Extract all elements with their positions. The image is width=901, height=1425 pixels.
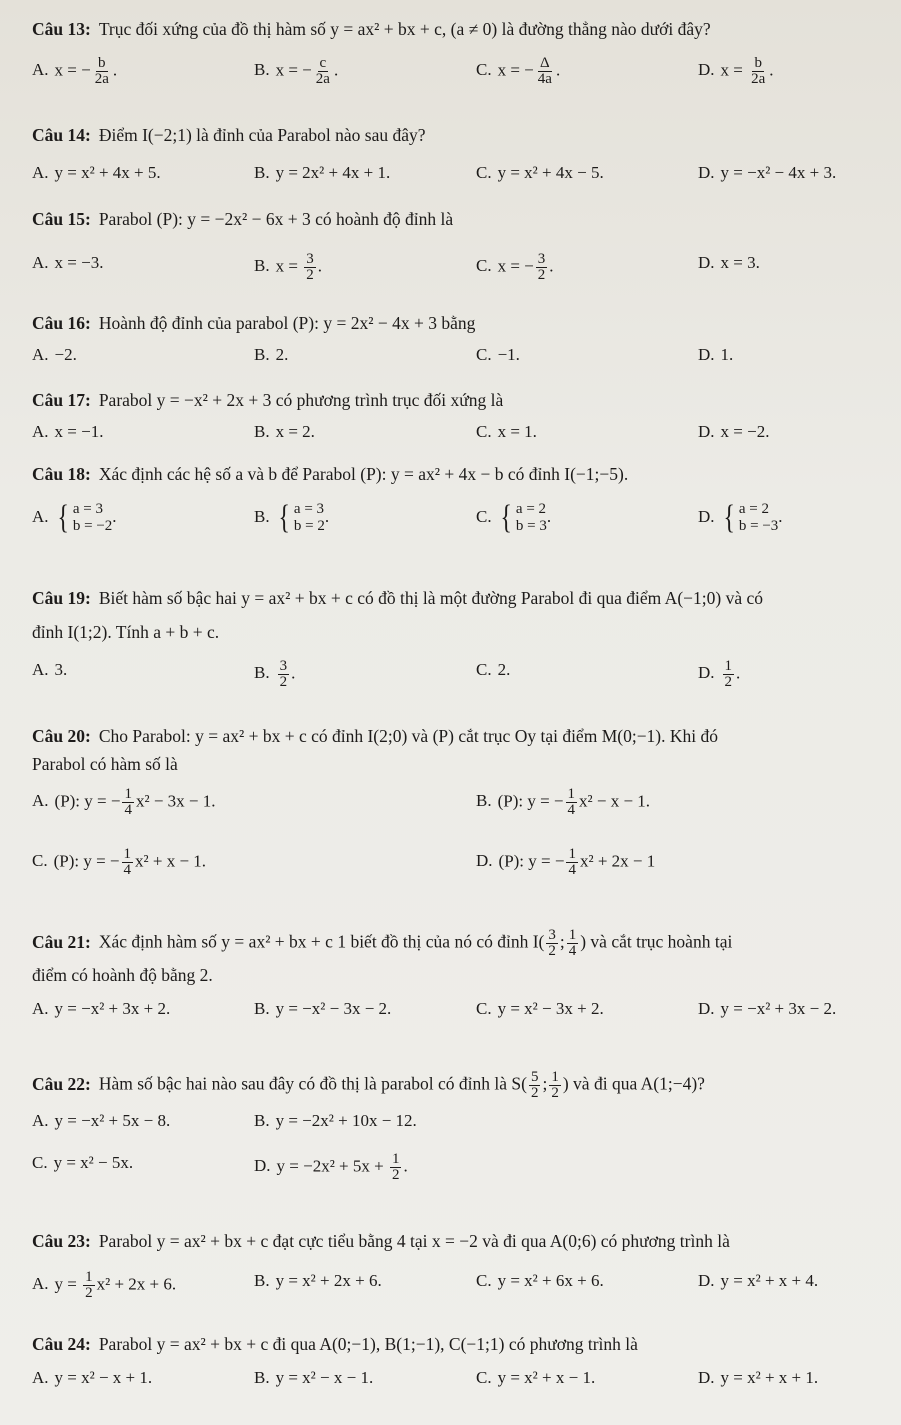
- option-d[interactable]: D. y = x² + x + 1.: [698, 1368, 819, 1387]
- question-number: Câu 19:: [32, 588, 91, 608]
- question-24: [32, 1333, 883, 1387]
- question-number: Câu 13:: [32, 19, 91, 39]
- question-number: Câu 22:: [32, 1073, 91, 1094]
- option-c[interactable]: C. −1.: [476, 345, 520, 364]
- option-c[interactable]: C. y = x² − 5x.: [32, 1153, 134, 1172]
- question-text: Xác định hàm số y = ax² + bx + c 1 biết đồ thị của nó có đỉnh I(: [98, 931, 545, 952]
- question-number: Câu 20:: [32, 726, 91, 746]
- question-number: Câu 15:: [32, 209, 91, 229]
- question-text: Parabol y = ax² + bx + c đi qua A(0;−1), B(1;−1), C(−1;1) có phương trình là: [98, 1334, 638, 1354]
- question-number: Câu 16:: [32, 313, 91, 333]
- option-b[interactable]: B. { a = 3 b = 2 .: [254, 499, 330, 536]
- option-b[interactable]: B. $\frac{3}{2}$ .: [254, 658, 296, 690]
- option-a[interactable]: A. { a = 3 b = −2 .: [32, 499, 117, 536]
- question-text-line-2: Parabol có hàm số là: [32, 754, 178, 774]
- option-d[interactable]: D. y = −x² + 3x − 2.: [698, 999, 837, 1018]
- option-d[interactable]: D. $\frac{1}{2}$ .: [698, 658, 741, 690]
- option-b[interactable]: B. x = 2.: [254, 422, 315, 441]
- option-c[interactable]: C. y = x² + 4x − 5.: [476, 163, 604, 182]
- question-number: Câu 23:: [32, 1231, 91, 1251]
- option-a[interactable]: A. 3.: [32, 660, 68, 679]
- question-number: Câu 17:: [32, 390, 91, 410]
- option-d[interactable]: D. y = −2x² + 5x + $\frac{1}{2}$ .: [254, 1151, 408, 1183]
- option-a[interactable]: A. y = x² + 4x + 5.: [32, 163, 161, 182]
- question-text: Xác định các hệ số a và b để Parabol (P): y = ax² + 4x − b có đỉnh I(−1;−5).: [98, 464, 629, 484]
- option-c[interactable]: C. { a = 2 b = 3 .: [476, 499, 552, 536]
- option-a[interactable]: A. y = −x² + 5x − 8.: [32, 1111, 171, 1130]
- option-b[interactable]: B. 2.: [254, 345, 289, 364]
- option-b[interactable]: B. (P): y = − $\frac{1}{4}$ x² − x − 1.: [476, 786, 651, 818]
- question-text: Cho Parabol: y = ax² + bx + c có đỉnh I(2;0) và (P) cắt trục Oy tại điểm M(0;−1). Khi đó: [98, 726, 719, 746]
- question-22: Câu 22: Hàm số bậc hai nào sau đây có đồ thị là parabol có đỉnh là S( $\frac{5}{2}$ ; $\frac{1}{2}$ ) và đi qua A(1;−4)? A. y = −x² + 5x − 8. B. y = −2x² + 10x − 12. C. y = x² − 5x. D. y = −2x² + 5x + $\frac{1}{2}$ .: [32, 1069, 705, 1183]
- option-c[interactable]: C. y = x² + x − 1.: [476, 1368, 596, 1387]
- option-a[interactable]: A. −2.: [32, 345, 77, 364]
- option-c[interactable]: C. y = x² − 3x + 2.: [476, 999, 604, 1018]
- question-text: Parabol y = ax² + bx + c đạt cực tiểu bằng 4 tại x = −2 và đi qua A(0;6) có phương trình là: [98, 1231, 730, 1251]
- option-a[interactable]: A. x = − $\frac{b}{2a}$ .: [32, 55, 118, 87]
- option-d[interactable]: D. x = −2.: [698, 422, 770, 441]
- option-d[interactable]: D. x = 3.: [698, 253, 760, 272]
- question-20: [32, 725, 883, 878]
- question-18: [32, 463, 883, 536]
- option-b[interactable]: B. x = − $\frac{c}{2a}$ .: [254, 55, 339, 87]
- question-number: Câu 18:: [32, 464, 91, 484]
- question-21: Câu 21: Xác định hàm số y = ax² + bx + c 1 biết đồ thị của nó có đỉnh I( $\frac{3}{2}$ ; $\frac{1}{4}$ ) và cắt trục hoành tại điểm có hoành độ bằng 2. A. y = −x² + 3x + 2. B. y = −x² − 3x − 2. C. y = x² − 3x + 2. D. y = −x² + 3x − 2.: [32, 928, 883, 959]
- option-b[interactable]: B. y = −x² − 3x − 2.: [254, 999, 392, 1018]
- option-a[interactable]: A. x = −1.: [32, 422, 104, 441]
- option-a[interactable]: A. (P): y = − $\frac{1}{4}$ x² − 3x − 1.: [32, 786, 216, 818]
- question-text-line-2: điểm có hoành độ bằng 2.: [32, 965, 213, 985]
- option-b[interactable]: B. x = $\frac{3}{2}$ .: [254, 251, 322, 283]
- question-text: Trục đối xứng của đồ thị hàm số y = ax² + bx + c, (a ≠ 0) là đường thẳng nào dưới đây?: [98, 19, 711, 39]
- question-text: Hoành độ đỉnh của parabol (P): y = 2x² − 4x + 3 bằng: [98, 313, 476, 333]
- option-a[interactable]: A. y = $\frac{1}{2}$ x² + 2x + 6.: [32, 1269, 177, 1301]
- question-number: Câu 24:: [32, 1334, 91, 1354]
- question-15: [32, 208, 883, 283]
- question-text: Biết hàm số bậc hai y = ax² + bx + c có đồ thị là một đường Parabol đi qua điểm A(−1;0) và có: [98, 588, 763, 608]
- question-text: Điểm I(−2;1) là đỉnh của Parabol nào sau đây?: [98, 125, 426, 145]
- option-c[interactable]: C. x = 1.: [476, 422, 537, 441]
- option-d[interactable]: D. x = $\frac{b}{2a}$ .: [698, 55, 774, 87]
- question-text: Parabol (P): y = −2x² − 6x + 3 có hoành độ đỉnh là: [98, 209, 454, 229]
- question-text: Parabol y = −x² + 2x + 3 có phương trình trục đối xứng là: [98, 390, 504, 410]
- question-16: [32, 312, 883, 364]
- option-a[interactable]: A. x = −3.: [32, 253, 104, 272]
- question-text-line-2: đỉnh I(1;2). Tính a + b + c.: [32, 622, 220, 642]
- question-19: [32, 587, 883, 690]
- question-number: Câu 14:: [32, 125, 91, 145]
- option-d[interactable]: D. 1.: [698, 345, 734, 364]
- option-d[interactable]: D. y = x² + x + 4.: [698, 1271, 819, 1290]
- question-23: [32, 1230, 883, 1301]
- option-c[interactable]: C. (P): y = − $\frac{1}{4}$ x² + x − 1.: [32, 846, 207, 878]
- question-14: [32, 124, 883, 182]
- option-a[interactable]: A. y = −x² + 3x + 2.: [32, 999, 171, 1018]
- option-c[interactable]: C. 2.: [476, 660, 511, 679]
- option-c[interactable]: C. y = x² + 6x + 6.: [476, 1271, 604, 1290]
- option-d[interactable]: D. y = −x² − 4x + 3.: [698, 163, 837, 182]
- option-c[interactable]: C. x = − $\frac{\Delta}{4a}$ .: [476, 55, 561, 87]
- option-c[interactable]: C. x = − $\frac{3}{2}$ .: [476, 251, 554, 283]
- question-17: [32, 389, 883, 441]
- option-a[interactable]: A. y = x² − x + 1.: [32, 1368, 153, 1387]
- option-b[interactable]: B. y = −2x² + 10x − 12.: [254, 1111, 417, 1130]
- question-text: Hàm số bậc hai nào sau đây có đồ thị là parabol có đỉnh là S(: [98, 1073, 527, 1094]
- question-13: [32, 18, 883, 87]
- option-b[interactable]: B. y = x² − x − 1.: [254, 1368, 374, 1387]
- question-number: Câu 21:: [32, 931, 91, 952]
- option-b[interactable]: B. y = x² + 2x + 6.: [254, 1271, 382, 1290]
- option-d[interactable]: D. { a = 2 b = −3 .: [698, 499, 783, 536]
- option-d[interactable]: D. (P): y = − $\frac{1}{4}$ x² + 2x − 1: [476, 846, 656, 878]
- option-b[interactable]: B. y = 2x² + 4x + 1.: [254, 163, 391, 182]
